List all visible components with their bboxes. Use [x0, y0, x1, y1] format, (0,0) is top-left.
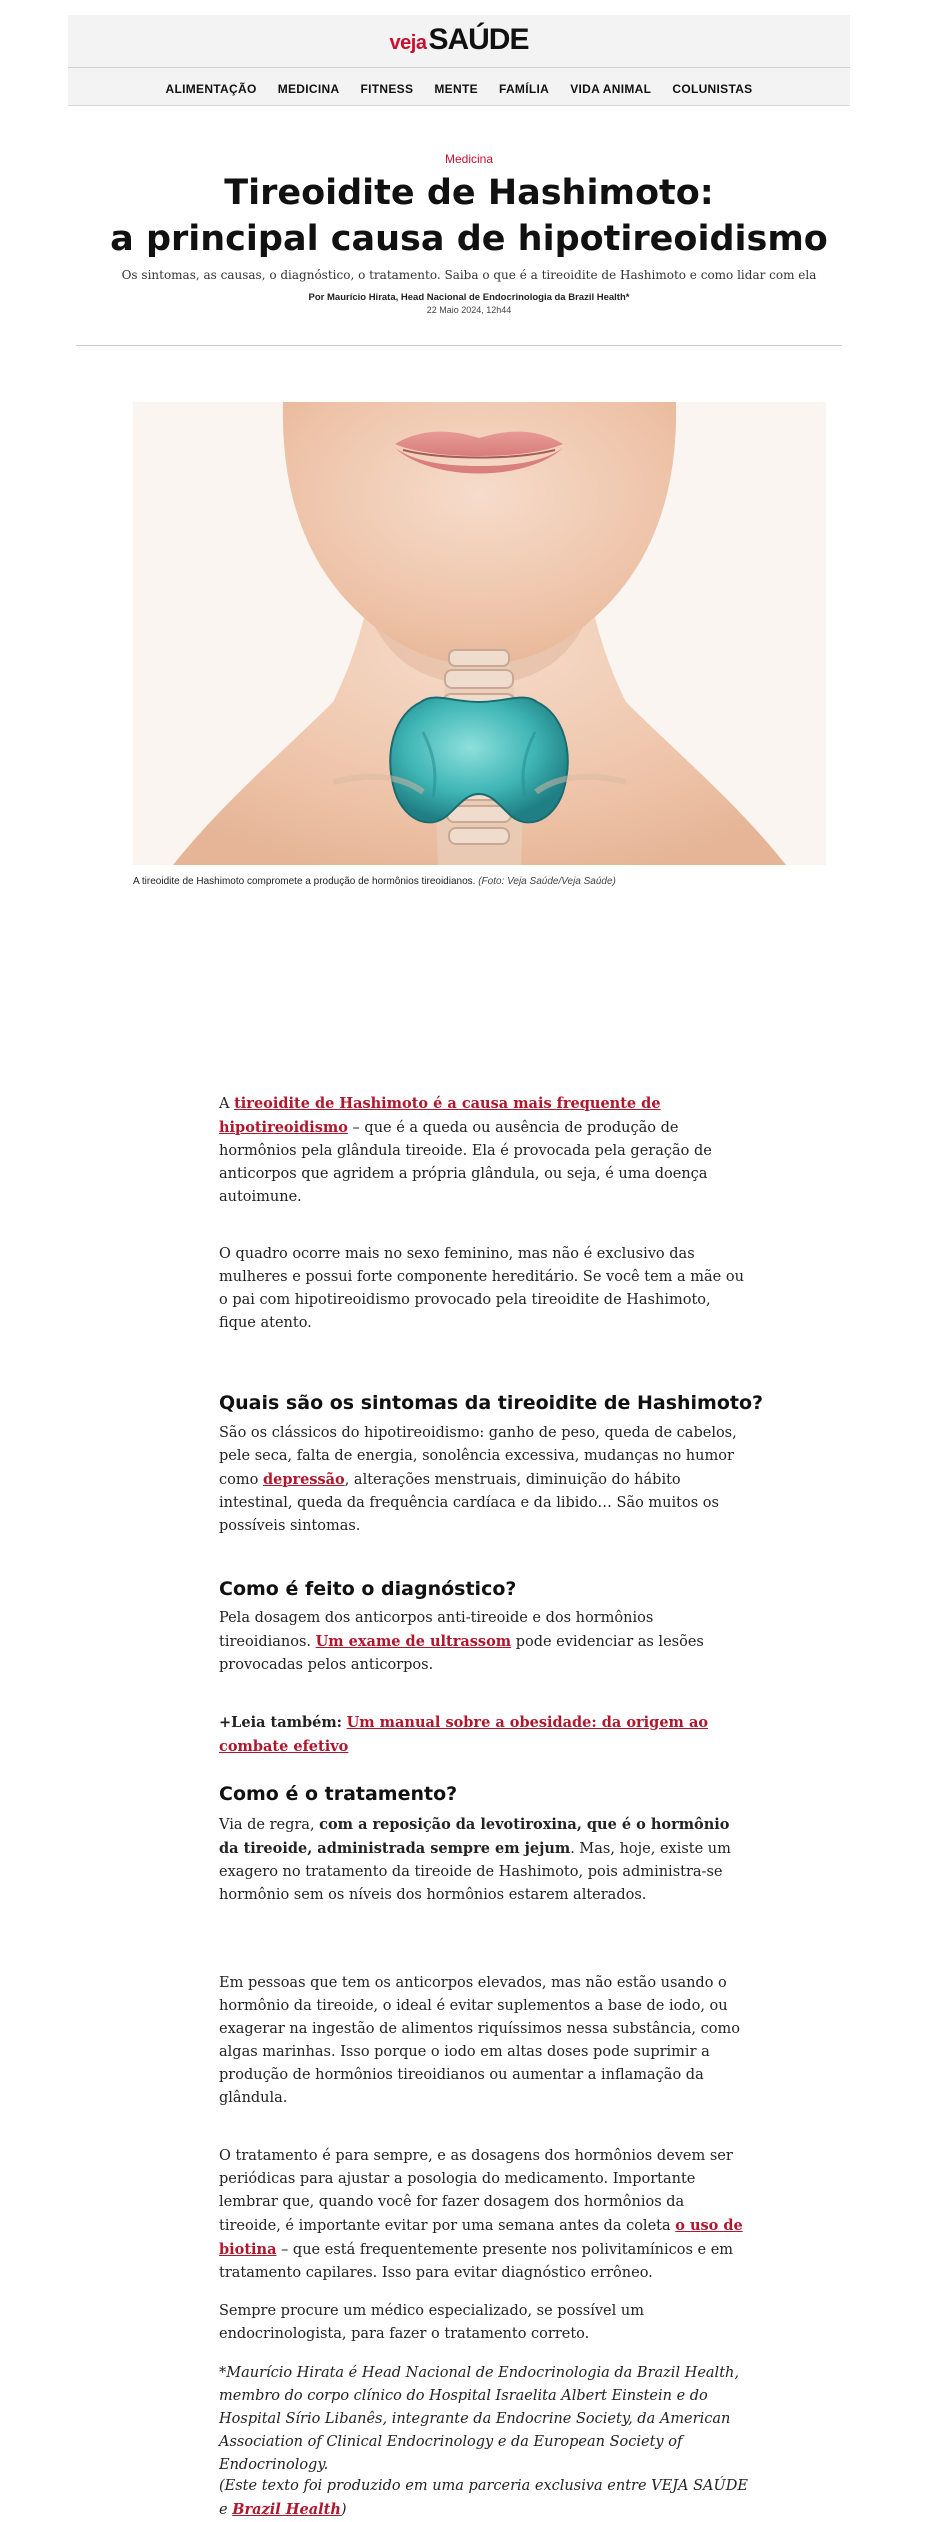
article-title: [0, 170, 938, 262]
main-nav: [68, 67, 850, 97]
read-also: [219, 1711, 749, 1759]
p3-post: , alterações menstruais, diminuição do hábito intestinal, queda da frequência cardíaca e da libido… São muitos os possíveis sintomas.: [219, 1472, 719, 1534]
nav-item-fitness[interactable]: FITNESS: [360, 82, 414, 96]
article-date: 22 Maio 2024, 12h44: [426, 305, 512, 315]
paragraph-forever: [219, 2145, 749, 2285]
paragraph-intro: [219, 1092, 749, 1209]
p5-bold: com a reposição da levotiroxina, que é o hormônio da tireoide, administrada sempre em jejum: [219, 1816, 730, 1857]
title-line-2: a principal causa de hipotireoidismo: [110, 219, 828, 259]
link-hashimoto[interactable]: tireoidite de Hashimoto é a causa mais frequente de hipotireoidismo: [219, 1095, 661, 1136]
p4-pre: Pela dosagem dos anticorpos anti-tireoide e dos hormônios tireoidianos.: [219, 1610, 654, 1650]
p1-post: – que é a queda ou ausência de produção de hormônios pela glândula tireoide. Ela é provocada pela geração de anticorpos que agridem a própria glândula, ou seja, é uma doença autoimune.: [219, 1120, 712, 1205]
hero-image: [133, 402, 826, 865]
nav-item-familia[interactable]: FAMÍLIA: [498, 82, 550, 96]
paragraph-treatment: [219, 1813, 749, 1907]
image-caption: [133, 876, 833, 887]
paragraph-iodine: Em pessoas que tem os anticorpos elevados, mas não estão usando o hormônio da tireoide, o ideal é evitar suplementos a base de iodo, ou exagerar na ingestão de alimentos riquíssimos nessa substância, como algas marinhas. Isso porque o iodo em altas doses pode suprimir a produção de hormônios tireoidianos ou aumentar a inflamação da glândula.: [219, 1975, 740, 2106]
paragraph-diagnosis: [219, 1607, 749, 1677]
nav-item-colunistas[interactable]: COLUNISTAS: [672, 82, 753, 96]
read-also-label: +Leia também:: [219, 1714, 343, 1731]
p5-pre: Via de regra,: [219, 1817, 320, 1833]
p7-post: – que está frequentemente presente nos polivitamínicos e em tratamento capilares. Isso para evitar diagnóstico errôneo.: [219, 2242, 734, 2281]
caption-text: A tireoidite de Hashimoto compromete a produção de hormônios tireoidianos.: [133, 876, 476, 887]
nav-item-alimentacao[interactable]: ALIMENTAÇÃO: [165, 82, 257, 96]
heading-diagnosis: Como é feito o diagnóstico?: [219, 1578, 517, 1600]
p10-pre: (Este texto foi produzido em uma parceria exclusiva entre VEJA SAÚDE e: [219, 2478, 748, 2518]
site-logo[interactable]: [68, 23, 850, 57]
link-brazil-health[interactable]: Brazil Health: [232, 2501, 341, 2518]
p1-pre: A: [219, 1096, 235, 1112]
article-byline: Por Maurício Hirata, Head Nacional de Endocrinologia da Brazil Health*: [308, 292, 630, 303]
caption-credit: (Foto: Veja Saúde/Veja Saúde): [478, 876, 616, 887]
link-depressao[interactable]: depressão: [262, 1471, 345, 1488]
article-subtitle: Os sintomas, as causas, o diagnóstico, o tratamento. Saiba o que é a tireoidite de Hashimoto e como lidar com ela: [121, 268, 817, 282]
link-ultrassom[interactable]: Um exame de ultrassom: [315, 1633, 512, 1650]
p3-pre: São os clássicos do hipotireoidismo: ganho de peso, queda de cabelos, pele seca, falta de energia, sonolência excessiva, mudanças no humor como: [219, 1425, 737, 1488]
heading-treatment: Como é o tratamento?: [219, 1783, 458, 1805]
partnership-note: [219, 2475, 749, 2522]
nav-item-medicina[interactable]: MEDICINA: [277, 82, 340, 96]
paragraph-specialist: Sempre procure um médico especializado, se possível um endocrinologista, para fazer o tratamento correto.: [219, 2303, 644, 2342]
link-biotina[interactable]: o uso de biotina: [219, 2217, 743, 2258]
heading-symptoms: Quais são os sintomas da tireoidite de Hashimoto?: [219, 1392, 764, 1414]
logo-veja: veja: [389, 32, 427, 54]
site-header: [68, 15, 850, 106]
logo-saude: SAÚDE: [428, 23, 529, 56]
thyroid-illustration: [133, 402, 826, 865]
nav-item-mente[interactable]: MENTE: [434, 82, 478, 96]
p10-post: ): [340, 2502, 347, 2518]
author-bio: *Maurício Hirata é Head Nacional de Endocrinologia da Brazil Health, membro do corpo clínico do Hospital Israelita Albert Einstein e do Hospital Sírio Libanês, integrante da Endocrine Society, da American Association of Clinical Endocrinology e da European Society of Endocrinology.: [219, 2365, 739, 2473]
p4-post: pode evidenciar as lesões provocadas pelos anticorpos.: [219, 1634, 704, 1673]
nav-item-vida-animal[interactable]: VIDA ANIMAL: [570, 82, 652, 96]
header-divider: [76, 345, 842, 346]
p5-post: . Mas, hoje, existe um exagero no tratamento da tireoide de Hashimoto, pois administra-se hormônio sem os níveis dos hormônios estarem alterados.: [219, 1841, 731, 1903]
title-line-1: Tireoidite de Hashimoto:: [224, 173, 714, 213]
p7-pre: O tratamento é para sempre, e as dosagens dos hormônios devem ser periódicas para ajustar a posologia do medicamento. Importante lembrar que, quando você for fazer dosagem dos hormônios da tireoide, é importante evitar por uma semana antes da coleta: [219, 2148, 733, 2234]
paragraph-2: O quadro ocorre mais no sexo feminino, mas não é exclusivo das mulheres e possui forte componente hereditário. Se você tem a mãe ou o pai com hipotireoidismo provocado pela tireoidite de Hashimoto, fique atento.: [219, 1246, 744, 1331]
paragraph-symptoms: [219, 1422, 749, 1538]
link-read-also[interactable]: Um manual sobre a obesidade: da origem ao combate efetivo: [219, 1714, 709, 1755]
article-category[interactable]: Medicina: [444, 152, 494, 166]
